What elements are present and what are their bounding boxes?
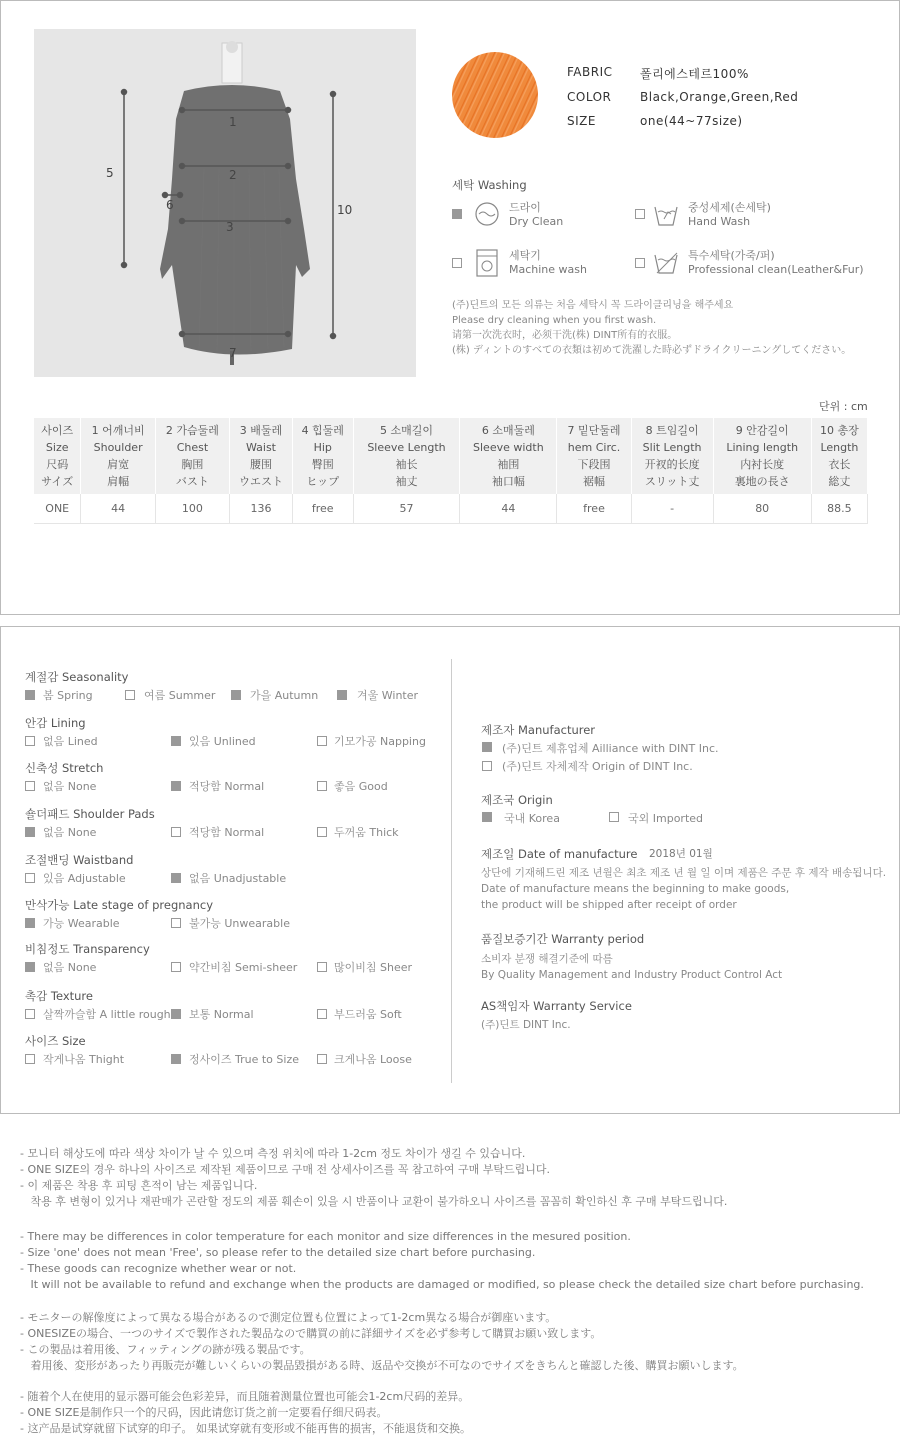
lining-option-checkbox[interactable]: [25, 736, 35, 746]
size-header-line: 7 밑단둘레: [567, 424, 621, 437]
special-clean-icon: [652, 249, 680, 277]
pads-option-label: 없음 None: [43, 826, 97, 839]
fabric-key: FABRIC: [567, 65, 613, 79]
washing-notice: [452, 298, 851, 358]
measure-label-6: 6: [166, 198, 174, 212]
size-option-label: 작게나옴 Thight: [43, 1053, 125, 1066]
product-info-panel: [0, 0, 900, 615]
size-cell-5: 57: [353, 494, 460, 524]
size-cell-8: -: [631, 494, 713, 524]
size-header-line: 3 배둘레: [239, 424, 283, 437]
stretch-option-checkbox[interactable]: [25, 781, 35, 791]
size-header-line: 内衬长度: [740, 458, 785, 471]
size-header-0: [34, 418, 81, 494]
size-header-7: [557, 418, 631, 494]
size-header-line: Size: [45, 441, 69, 454]
seasonality-option-label: 가을 Autumn: [250, 689, 319, 702]
size-cell-2: 100: [155, 494, 229, 524]
pregnancy-option-checkbox[interactable]: [25, 918, 35, 928]
size-header-8: [631, 418, 713, 494]
machine-wash-ko: 세탁기: [509, 249, 541, 262]
note-line-en: - There may be differences in color temperature for each monitor and size differences in the mesured position.: [20, 1230, 631, 1243]
machine-wash-label: [509, 249, 587, 277]
size-header-line: 袖长: [395, 458, 418, 471]
stretch-option-label: 좋음 Good: [334, 780, 388, 793]
measure-label-3: 3: [226, 220, 234, 234]
warranty-desc-en: By Quality Management and Industry Product Control Act: [481, 969, 783, 981]
size-header-line: 尺码: [46, 458, 69, 471]
warranty-description: [481, 951, 782, 983]
size-header-line: 胸围: [181, 458, 204, 471]
texture-option-checkbox[interactable]: [171, 1009, 181, 1019]
size-header-line: 裏地の長さ: [734, 475, 790, 488]
note-line-jp: - この製品は着用後、フィッティングの跡が残る製品です。: [20, 1343, 311, 1356]
origin-korea-checkbox[interactable]: [482, 812, 492, 822]
size-header-line: 5 소매길이: [379, 424, 433, 437]
product-photo: [34, 29, 416, 377]
size-key: SIZE: [567, 114, 596, 128]
size-header-line: 开衩的长度: [644, 458, 700, 471]
size-header-2: [155, 418, 229, 494]
seasonality-title: 계절감 Seasonality: [25, 670, 129, 684]
size-table: [34, 418, 868, 524]
size-header-line: 袖口幅: [491, 475, 525, 488]
size-header-line: Hip: [313, 441, 332, 454]
waistband-option-label: 있음 Adjustable: [43, 872, 126, 885]
size-cell-0: ONE: [34, 494, 81, 524]
origin-korea-label: 국내 Korea: [504, 812, 560, 825]
stretch-option-checkbox[interactable]: [171, 781, 181, 791]
pads-option-checkbox[interactable]: [317, 827, 327, 837]
size-cell-7: free: [557, 494, 631, 524]
date-desc-en-1: Date of manufacture means the beginning to make goods,: [481, 883, 790, 895]
waistband-option-checkbox[interactable]: [25, 873, 35, 883]
note-line-jp: 着用後、変形があったり再販売が難しいくらいの製品毀損がある時、返品や交換が不可なのでサイズをきちんと確認した後、購買お願いします。: [20, 1359, 744, 1372]
transparency-option-label: 약간비침 Semi-sheer: [189, 961, 298, 974]
pads-option-label: 두꺼움 Thick: [334, 826, 399, 839]
transparency-option-checkbox[interactable]: [25, 962, 35, 972]
lining-option-label: 기모가공 Napping: [334, 735, 426, 748]
size-header-line: Waist: [245, 441, 276, 454]
date-desc-ko: 상단에 기재해드린 제조 년월은 최초 제조 년 월 일 이며 제품은 주문 후 제작 배송됩니다.: [481, 867, 887, 879]
size-header-line: 1 어깨너비: [91, 424, 145, 437]
manufacturer-alliance-checkbox[interactable]: [482, 742, 492, 752]
notice-line-cn: 请第一次洗衣时，必须干洗(株) DINT所有的衣服。: [452, 330, 678, 341]
notice-line-ko: (주)딘트의 모든 의류는 처음 세탁시 꼭 드라이클리닝을 해주세요: [452, 300, 734, 311]
hand-wash-ko: 중성세제(손세탁): [688, 201, 771, 214]
waistband-title: 조절밴딩 Waistband: [25, 853, 134, 867]
note-line-ko: - ONE SIZE의 경우 하나의 사이즈로 제작된 제품이므로 구매 전 상세사이즈를 꼭 참고하여 구매 부탁드립니다.: [20, 1163, 551, 1176]
size-header-3: [230, 418, 293, 494]
pregnancy-title: 만삭가능 Late stage of pregnancy: [25, 898, 214, 912]
color-value: Black,Orange,Green,Red: [640, 90, 799, 104]
measure-label-7: 7: [229, 346, 237, 360]
waistband-option-label: 없음 Unadjustable: [189, 872, 287, 885]
pads-title: 숄더패드 Shoulder Pads: [25, 807, 155, 821]
size-title: 사이즈 Size: [25, 1034, 86, 1048]
note-line-jp: - ONESIZEの場合、一つのサイズで製作された製品なので購買の前に詳細サイズを必ず参考して購買お願い致します。: [20, 1327, 602, 1340]
measure-label-1: 1: [229, 115, 237, 129]
lining-option-checkbox[interactable]: [171, 736, 181, 746]
size-cell-10: 88.5: [811, 494, 867, 524]
attributes-panel: [0, 626, 900, 1114]
texture-option-label: 보통 Normal: [189, 1008, 254, 1021]
size-cell-1: 44: [81, 494, 155, 524]
hand-wash-en: Hand Wash: [688, 215, 751, 228]
pads-option-label: 적당함 Normal: [189, 826, 265, 839]
date-value: 2018년 01월: [649, 848, 713, 860]
special-clean-checkbox[interactable]: [635, 258, 645, 268]
pads-option-checkbox[interactable]: [171, 827, 181, 837]
as-title: AS책임자 Warranty Service: [481, 999, 632, 1013]
fabric-swatch: [452, 52, 538, 138]
note-line-ko: 착용 후 변형이 있거나 재판매가 곤란할 정도의 제품 훼손이 있을 시 반품이나 교환이 불가하오니 사이즈를 꼼꼼히 확인하신 후 구매 부탁드립니다.: [20, 1195, 728, 1208]
lining-option-label: 있음 Unlined: [189, 735, 256, 748]
size-header-10: [811, 418, 867, 494]
note-line-en: It will not be available to refund and exchange when the products are damaged or modified, so please check the detailed size chart before purchasing.: [20, 1278, 864, 1291]
as-value: (주)딘트 DINT Inc.: [481, 1019, 571, 1031]
hand-wash-icon: [652, 201, 680, 229]
dry-clean-icon: [473, 201, 501, 227]
note-line-en: - These goods can recognize whether wear or not.: [20, 1262, 297, 1275]
seasonality-option-label: 겨울 Winter: [357, 689, 419, 702]
warranty-desc-ko: 소비자 분쟁 해결기준에 따름: [481, 953, 613, 965]
note-line-en: - Size 'one' does not mean 'Free', so please refer to the detailed size chart before purchasing.: [20, 1246, 536, 1259]
origin-imported-checkbox[interactable]: [609, 812, 619, 822]
transparency-option-checkbox[interactable]: [317, 962, 327, 972]
size-header-line: Lining length: [726, 441, 799, 454]
waistband-option-checkbox[interactable]: [171, 873, 181, 883]
origin-title: 제조국 Origin: [481, 793, 553, 807]
note-line-jp: - モニターの解像度によって異なる場合があるので測定位置も位置によって1-2cm異なる場合が御座います。: [20, 1311, 557, 1324]
size-header-line: Length: [820, 441, 859, 454]
pregnancy-option-label: 가능 Wearable: [43, 917, 120, 930]
date-title: 제조일 Date of manufacture: [481, 847, 638, 861]
size-header-line: 衣长: [828, 458, 851, 471]
hand-wash-label: [688, 201, 771, 229]
size-header-line: Sleeve width: [473, 441, 544, 454]
size-header-line: サイズ: [41, 475, 74, 488]
size-header-line: 肩幅: [107, 475, 130, 488]
dry-clean-ko: 드라이: [509, 201, 541, 214]
size-header-line: ウエスト: [238, 475, 283, 488]
size-header-line: 肩宽: [107, 458, 130, 471]
texture-option-label: 살짝까슬함 A little rough: [43, 1008, 171, 1021]
size-header-line: 8 트임길이: [645, 424, 699, 437]
size-option-checkbox[interactable]: [317, 1054, 327, 1064]
texture-title: 촉감 Texture: [25, 989, 93, 1003]
special-clean-en: Professional clean(Leather&Fur): [688, 263, 864, 276]
size-header-line: 6 소매둘레: [481, 424, 535, 437]
unit-label: 단위 : cm: [819, 400, 868, 413]
note-line-ko: - 모니터 해상도에 따라 색상 차이가 날 수 있으며 측정 위치에 따라 1-2cm 정도 차이가 생길 수 있습니다.: [20, 1147, 526, 1160]
size-header-4: [292, 418, 353, 494]
size-header-line: Shoulder: [93, 441, 143, 454]
date-description: [481, 865, 886, 913]
measure-label-2: 2: [229, 168, 237, 182]
size-option-label: 정사이즈 True to Size: [189, 1053, 299, 1066]
stretch-title: 신축성 Stretch: [25, 761, 104, 775]
size-header-line: 4 힙둘레: [301, 424, 344, 437]
stretch-option-checkbox[interactable]: [317, 781, 327, 791]
size-header-line: Chest: [176, 441, 209, 454]
color-key: COLOR: [567, 90, 612, 104]
size-header-line: 사이즈: [41, 424, 74, 437]
size-header-line: 9 안감길이: [735, 424, 789, 437]
manufacturer-title: 제조자 Manufacturer: [481, 723, 596, 737]
seasonality-option-label: 봄 Spring: [43, 689, 93, 702]
size-header-line: Slit Length: [642, 441, 702, 454]
size-header-line: 腰围: [249, 458, 272, 471]
size-option-label: 크게나옴 Loose: [334, 1053, 412, 1066]
machine-wash-checkbox[interactable]: [452, 258, 462, 268]
dry-clean-label: [509, 201, 563, 229]
size-cell-9: 80: [713, 494, 811, 524]
lining-option-checkbox[interactable]: [317, 736, 327, 746]
size-header-line: 下段围: [577, 458, 611, 471]
seasonality-option-checkbox[interactable]: [125, 690, 135, 700]
size-header-6: [460, 418, 557, 494]
machine-wash-en: Machine wash: [509, 263, 587, 276]
seasonality-option-label: 여름 Summer: [144, 689, 216, 702]
size-table-row: [34, 494, 868, 524]
seasonality-option-checkbox[interactable]: [25, 690, 35, 700]
pads-option-checkbox[interactable]: [25, 827, 35, 837]
stretch-option-label: 적당함 Normal: [189, 780, 265, 793]
transparency-option-label: 없음 None: [43, 961, 97, 974]
size-cell-3: 136: [230, 494, 293, 524]
manufacturer-origin-label: (주)딘트 자체제작 Origin of DINT Inc.: [502, 760, 693, 773]
hand-wash-checkbox[interactable]: [635, 209, 645, 219]
notice-line-jp: (株) ディントのすべての衣類は初めて洗濯した時必ずドライクリーニングしてください。: [452, 345, 852, 356]
size-header-line: 臀围: [311, 458, 334, 471]
seasonality-option-checkbox[interactable]: [231, 690, 241, 700]
size-header-line: ヒップ: [306, 475, 340, 488]
transparency-option-label: 많이비침 Sheer: [334, 961, 413, 974]
texture-option-label: 부드러움 Soft: [334, 1008, 402, 1021]
size-table-header: [34, 418, 868, 494]
manufacturer-alliance-label: (주)딘트 제휴업체 Ailliance with DINT Inc.: [502, 742, 719, 755]
size-header-line: hem Circ.: [567, 441, 621, 454]
size-cell-4: free: [292, 494, 353, 524]
size-header-line: 袖围: [497, 458, 520, 471]
note-line-ko: - 이 제품은 착용 후 피팅 흔적이 남는 제품입니다.: [20, 1179, 258, 1192]
stretch-option-label: 없음 None: [43, 780, 97, 793]
dress-illustration: [34, 29, 416, 377]
fabric-value: 폴리에스테르100%: [640, 67, 749, 81]
size-header-line: Sleeve Length: [367, 441, 446, 454]
note-line-cn: - ONE SIZE是制作只一个的尺码，因此请您订货之前一定要看仔细尺码表。: [20, 1406, 388, 1419]
measure-label-5: 5: [106, 166, 114, 180]
pregnancy-option-label: 불가능 Unwearable: [189, 917, 290, 930]
manufacturer-origin-checkbox[interactable]: [482, 761, 492, 771]
washing-machine-icon: [475, 248, 499, 278]
size-header-line: スリット丈: [644, 475, 700, 488]
dry-clean-checkbox[interactable]: [452, 209, 462, 219]
size-option-checkbox[interactable]: [25, 1054, 35, 1064]
washing-title: 세탁 Washing: [452, 178, 527, 192]
size-header-line: 袖丈: [395, 475, 418, 488]
notice-line-en: Please dry cleaning when you first wash.: [452, 315, 657, 326]
note-line-cn: - 随着个人在使用的显示器可能会色彩差异，而且随着测量位置也可能会1-2cm尺码的差异。: [20, 1390, 470, 1403]
divider: [451, 659, 452, 1083]
warranty-title: 품질보증기간 Warranty period: [481, 932, 645, 946]
size-header-9: [713, 418, 811, 494]
size-cell-6: 44: [460, 494, 557, 524]
texture-option-checkbox[interactable]: [317, 1009, 327, 1019]
size-header-1: [81, 418, 155, 494]
size-header-line: 裾幅: [583, 475, 605, 488]
special-clean-ko: 특수세탁(가죽/퍼): [688, 249, 775, 262]
pregnancy-option-checkbox[interactable]: [171, 918, 181, 928]
size-value: one(44~77size): [640, 114, 743, 128]
transparency-title: 비침정도 Transparency: [25, 942, 150, 956]
size-header-5: [353, 418, 460, 494]
size-header-line: 10 총장: [820, 424, 859, 437]
note-line-cn: - 这产品是试穿就留下试穿的印子。 如果试穿就有变形或不能再售的损害，不能退货和交换。: [20, 1422, 471, 1435]
special-clean-label: [688, 249, 864, 277]
measure-label-10: 10: [337, 203, 353, 217]
texture-option-checkbox[interactable]: [25, 1009, 35, 1019]
transparency-option-checkbox[interactable]: [171, 962, 181, 972]
size-option-checkbox[interactable]: [171, 1054, 181, 1064]
seasonality-option-checkbox[interactable]: [337, 690, 347, 700]
lining-title: 안감 Lining: [25, 716, 86, 730]
dry-clean-en: Dry Clean: [509, 215, 564, 228]
size-header-line: バスト: [175, 475, 209, 488]
lining-option-label: 없음 Lined: [43, 735, 98, 748]
date-desc-en-2: the product will be shipped after receipt of order: [481, 899, 737, 911]
size-header-line: 2 가슴둘레: [165, 424, 219, 437]
origin-imported-label: 국외 Imported: [628, 812, 704, 825]
size-header-line: 総丈: [828, 475, 851, 488]
